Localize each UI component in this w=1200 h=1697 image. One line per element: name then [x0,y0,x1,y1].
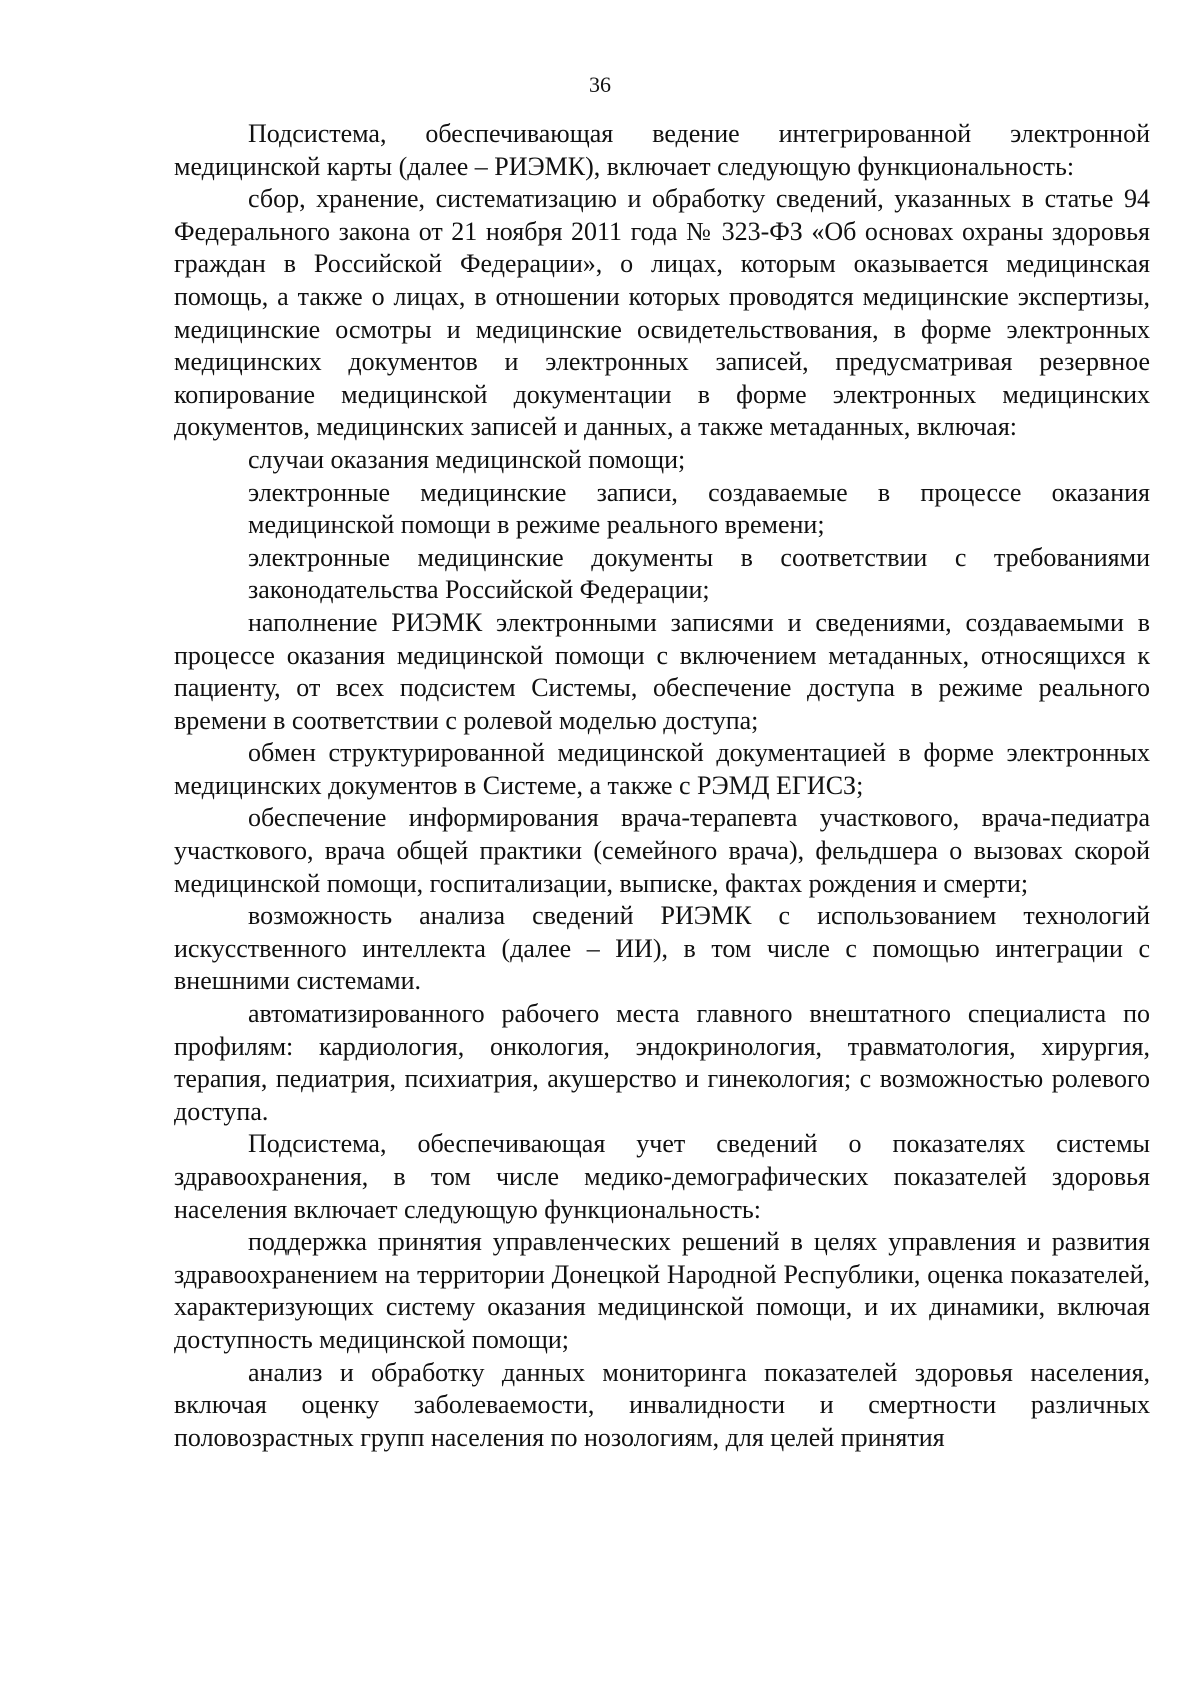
paragraph-document-exchange: обмен структурированной медицинской документацией в форме электронных медицинских документов в Системе, а также с РЭМД ЕГИСЗ; [174,738,1150,800]
paragraph-specialist-workstation: автоматизированного рабочего места главного внештатного специалиста по профилям: кардиология, онкология, эндокринология, травматология, хирургия, терапия, педиатрия, психиатрия, акушерство и гинекология; с возможностью ролевого доступа. [174,999,1150,1126]
page-number: 36 [589,72,611,97]
paragraph-data-collection: сбор, хранение, систематизацию и обработку сведений, указанных в статье 94 Федерального закона от 21 ноября 2011 года № 323-ФЗ «Об основах охраны здоровья граждан в Российской Федерации», о лицах, которым оказывается медицинская помощь, а также о лицах, в отношении которых проводятся медицинские экспертизы, медицинские осмотры и медицинские освидетельствования, в форме электронных медицинских документов и электронных записей, предусматривая резервное копирование медицинской документации в форме электронных медицинских документов, медицинских записей и данных, а также метаданных, включая: [174,184,1150,442]
paragraph-riemk-intro: Подсистема, обеспечивающая ведение интегрированной электронной медицинской карты (далее – РИЭМК), включает следующую функциональность: [174,119,1150,181]
document-body [174,118,1150,1454]
paragraph-indicators-subsystem: Подсистема, обеспечивающая учет сведений о показателях системы здравоохранения, в том числе медико-демографических показателей здоровья населения включает следующую функциональность: [174,1129,1150,1224]
paragraph-decision-support: поддержка принятия управленческих решений в целях управления и развития здравоохранением на территории Донецкой Народной Республики, оценка показателей, характеризующих систему оказания медицинской помощи, и их динамики, включая доступность медицинской помощи; [174,1227,1150,1354]
list-item-care-cases: случаи оказания медицинской помощи; [248,444,686,474]
paragraph-informing-doctors: обеспечение информирования врача-терапевта участкового, врача-педиатра участкового, врача общей практики (семейного врача), фельдшера о вызовах скорой медицинской помощи, госпитализации, выписке, фактах рождения и смерти; [174,803,1150,898]
paragraph-ai-analysis: возможность анализа сведений РИЭМК с использованием технологий искусственного интеллекта (далее – ИИ), в том числе с помощью интеграции с внешними системами. [174,901,1150,996]
paragraph-riemk-filling: наполнение РИЭМК электронными записями и сведениями, создаваемыми в процессе оказания медицинской помощи с включением метаданных, относящихся к пациенту, от всех подсистем Системы, обеспечение доступа в режиме реального времени в соответствии с ролевой моделью доступа; [174,607,1150,735]
list-item-electronic-documents: электронные медицинские документы в соответствии с требованиями законодательства Российской Федерации; [248,542,1150,605]
paragraph-monitoring-analysis: анализ и обработку данных мониторинга показателей здоровья населения, включая оценку заболеваемости, инвалидности и смертности различных половозрастных групп населения по нозологиям, для целей принятия [174,1357,1150,1452]
list-item-electronic-records: электронные медицинские записи, создаваемые в процессе оказания медицинской помощи в режиме реального времени; [248,477,1150,540]
